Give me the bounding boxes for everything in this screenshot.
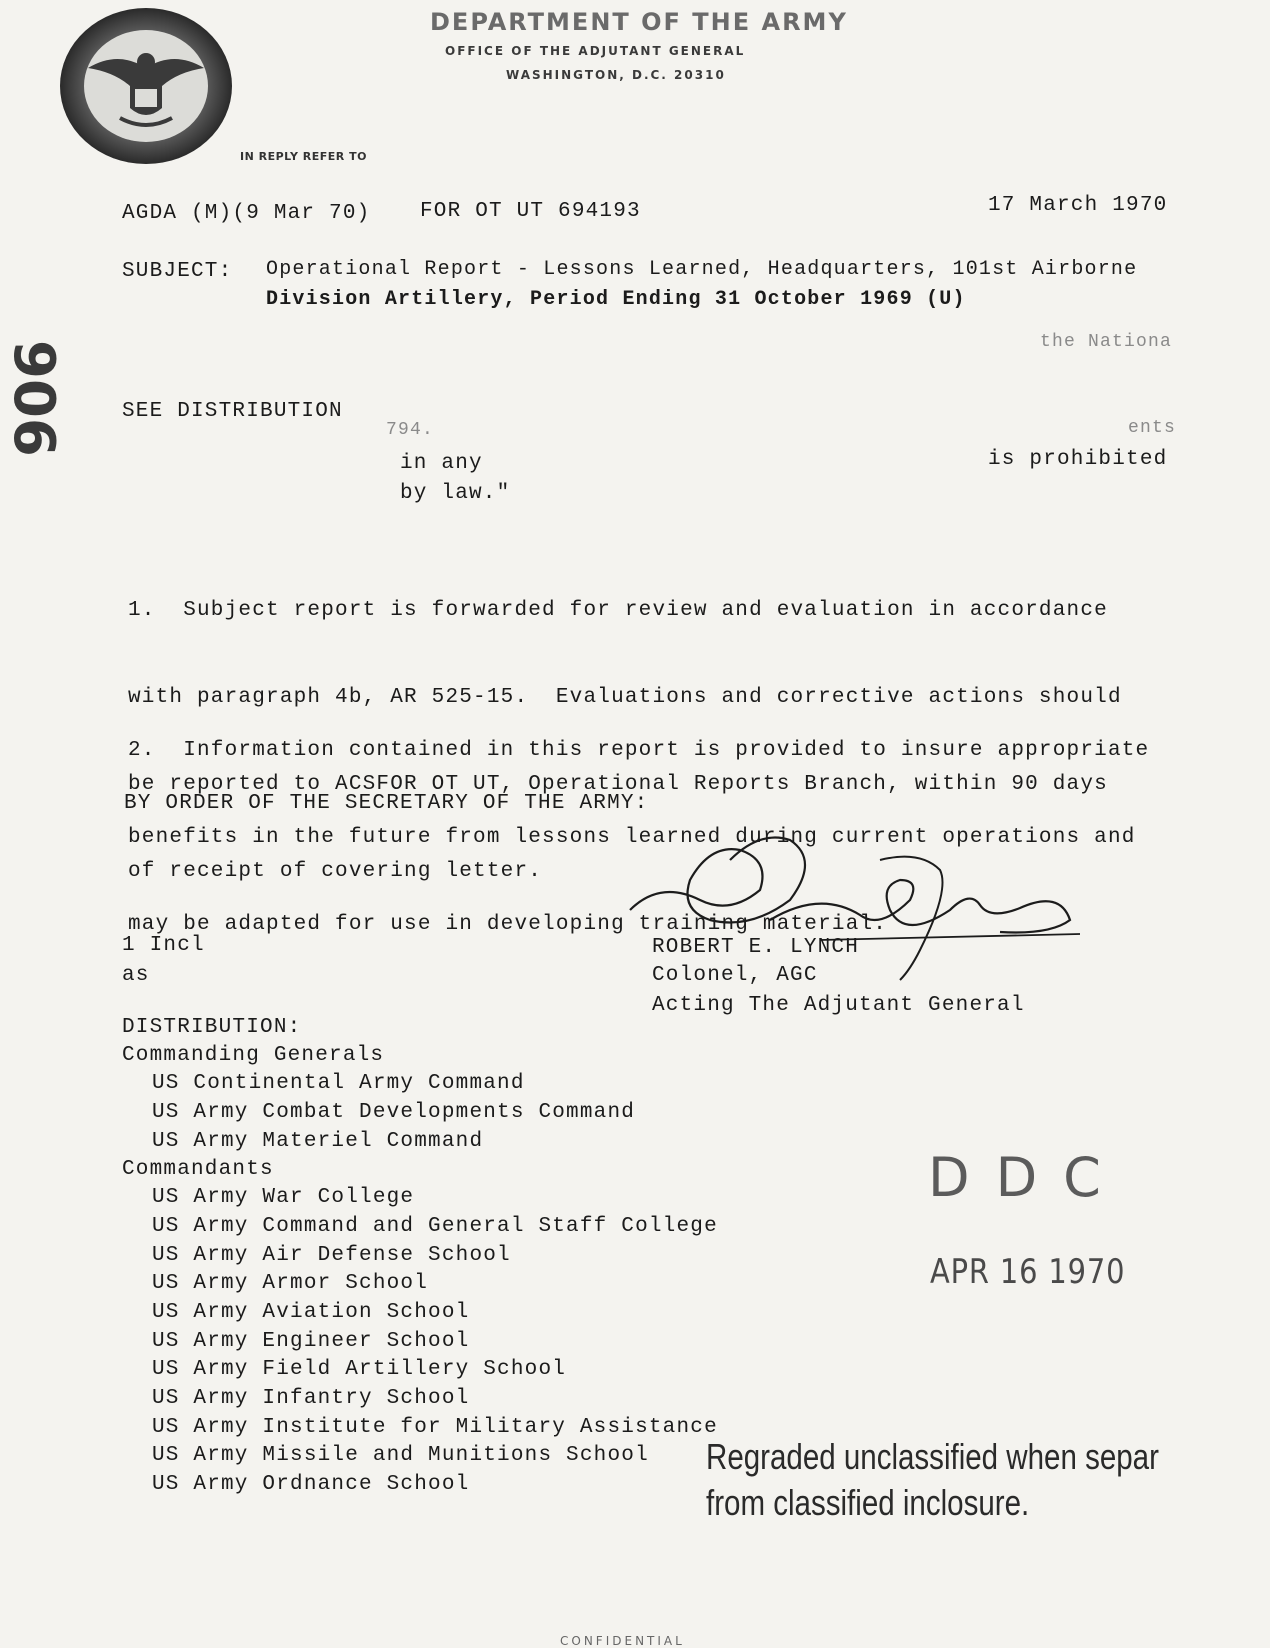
subject-line-1: Operational Report - Lessons Learned, Headquarters, 101st Airborne <box>266 258 1138 281</box>
warning-fragment: ents <box>1128 418 1177 438</box>
by-order-line: BY ORDER OF THE SECRETARY OF THE ARMY: <box>124 792 649 815</box>
distribution-item: US Continental Army Command <box>152 1072 525 1095</box>
distribution-item: US Army Materiel Command <box>152 1130 484 1153</box>
distribution-item: US Army Command and General Staff College <box>152 1215 718 1238</box>
paragraph-line: of receipt of covering letter. <box>128 860 543 883</box>
inclosure-count: 1 Incl <box>122 934 205 957</box>
warning-fragment: 794. <box>386 420 447 440</box>
subject-label: SUBJECT: <box>122 260 233 283</box>
letterhead-title: DEPARTMENT OF THE ARMY <box>430 8 848 36</box>
regrade-notice-line-2: from classified inclosure. <box>706 1482 1030 1523</box>
regrade-notice-line-1: Regraded unclassified when separ <box>706 1436 1159 1477</box>
generals-heading: Commanding Generals <box>122 1044 385 1067</box>
distribution-item: US Army Aviation School <box>152 1301 470 1324</box>
distribution-item: US Army Air Defense School <box>152 1244 511 1267</box>
distribution-heading: DISTRIBUTION: <box>122 1016 302 1039</box>
signer-title: Acting The Adjutant General <box>652 994 1025 1017</box>
distribution-item: US Army Engineer School <box>152 1330 470 1353</box>
paragraph-line: 2. Information contained in this report is provided to insure appropriate <box>128 739 1150 762</box>
inclosure-as: as <box>122 964 150 987</box>
paragraph-line: may be adapted for use in developing training material. <box>128 913 888 936</box>
paragraph-line: be reported to ACSFOR OT UT, Operational Reports Branch, within 90 days <box>128 773 1108 796</box>
paragraph-line: 1. Subject report is forwarded for review and evaluation in accordance <box>128 599 1108 622</box>
paragraph-line: with paragraph 4b, AR 525-15. Evaluations and corrective actions should <box>128 686 1122 709</box>
subject-line-2: Division Artillery, Period Ending 31 October 1969 (U) <box>266 288 966 311</box>
distribution-item: US Army Missile and Munitions School <box>152 1444 649 1467</box>
ddc-stamp-date: APR 16 1970 <box>930 1252 1126 1292</box>
distribution-item: US Army Field Artillery School <box>152 1358 567 1381</box>
army-seal-icon <box>58 6 234 166</box>
distribution-item: US Army Ordnance School <box>152 1473 470 1496</box>
warning-fragment: in any <box>400 452 483 475</box>
distribution-item: US Army Infantry School <box>152 1387 470 1410</box>
footer-classification: CONFIDENTIAL <box>560 1634 685 1648</box>
distribution-item: US Army Institute for Military Assistance <box>152 1416 718 1439</box>
paragraph-line: benefits in the future from lessons learned during current operations and <box>128 826 1136 849</box>
signer-name: ROBERT E. LYNCH <box>652 936 860 959</box>
warning-fragment: is prohibited <box>988 448 1168 471</box>
ddc-stamp: DDC <box>928 1146 1127 1209</box>
signer-rank: Colonel, AGC <box>652 964 818 987</box>
reference-for: FOR OT UT 694193 <box>420 200 641 223</box>
margin-number: 906 <box>1 340 66 457</box>
letter-date: 17 March 1970 <box>988 194 1168 217</box>
letterhead-office: OFFICE OF THE ADJUTANT GENERAL <box>445 44 746 58</box>
letterhead-address: WASHINGTON, D.C. 20310 <box>506 68 726 82</box>
reference-code: AGDA (M)(9 Mar 70) <box>122 202 371 225</box>
warning-fragment: the Nationa <box>1040 332 1173 352</box>
addressee: SEE DISTRIBUTION <box>122 400 343 423</box>
reply-refer-label: IN REPLY REFER TO <box>240 150 367 163</box>
distribution-item: US Army War College <box>152 1186 415 1209</box>
warning-fragment: by law." <box>400 482 511 505</box>
commandants-heading: Commandants <box>122 1158 274 1181</box>
distribution-item: US Army Combat Developments Command <box>152 1101 636 1124</box>
distribution-item: US Army Armor School <box>152 1272 429 1295</box>
